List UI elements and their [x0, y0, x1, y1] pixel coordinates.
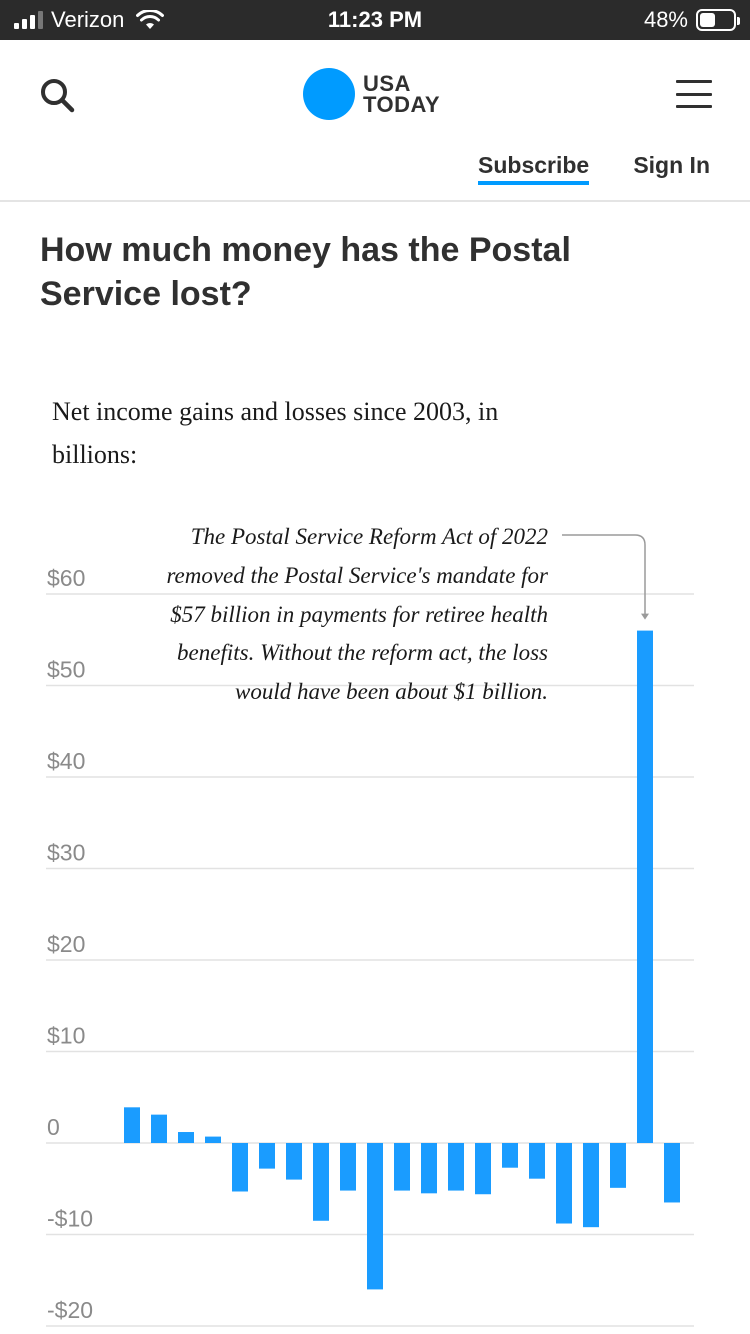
y-tick-label: $50	[47, 656, 86, 683]
hamburger-menu-icon[interactable]	[676, 80, 712, 108]
article-headline: How much money has the Postal Service lost?	[40, 231, 571, 313]
logo-wordmark: USA TODAY	[363, 71, 441, 117]
status-bar	[0, 0, 750, 40]
annotation-leader-line	[562, 535, 645, 615]
subscribe-link[interactable]: Subscribe	[478, 152, 589, 185]
y-tick-label: $10	[47, 1022, 86, 1049]
chart-bar	[583, 1143, 599, 1227]
chart-bar	[232, 1143, 248, 1191]
sign-in-link[interactable]: Sign In	[633, 152, 710, 178]
y-tick-label: -$10	[47, 1205, 94, 1232]
clock: 11:23 PM	[327, 7, 423, 32]
y-tick-label: $40	[47, 748, 86, 774]
chart-bar	[529, 1143, 545, 1179]
chart-bar	[502, 1143, 518, 1168]
site-header	[0, 40, 750, 202]
chart-bar	[178, 1132, 194, 1143]
chart-bar	[151, 1115, 167, 1143]
chart-bar	[610, 1143, 626, 1188]
carrier-name: Verizon	[51, 7, 125, 32]
chart-bar	[124, 1107, 140, 1143]
annotation-arrow-icon	[641, 614, 649, 620]
chart-bar	[259, 1143, 275, 1169]
y-tick-label: -$20	[47, 1297, 94, 1323]
logo-dot-icon	[303, 68, 355, 120]
chart-annotation: The Postal Service Reform Act of 2022 removed the Postal Service's mandate for $57 billion in payments for retiree health benefits. Without the reform act, the loss would have been about $1 billion.	[166, 524, 548, 705]
y-tick-label: $60	[47, 565, 86, 591]
battery-percent: 48%	[643, 7, 688, 32]
usa-today-logo[interactable]	[303, 68, 440, 120]
y-tick-label: $30	[47, 839, 86, 866]
chart-bar	[367, 1143, 383, 1289]
net-income-bar-chart	[0, 500, 750, 1334]
chart-bar	[340, 1143, 356, 1191]
chart-bar	[313, 1143, 329, 1221]
chart-bar	[448, 1143, 464, 1191]
battery-indicator	[644, 7, 736, 33]
chart-bar	[421, 1143, 437, 1193]
chart-bar	[664, 1143, 680, 1202]
chart-bar	[556, 1143, 572, 1224]
battery-fill	[700, 13, 715, 27]
y-tick-label: $20	[47, 931, 86, 957]
battery-icon	[696, 9, 736, 31]
chart-bar	[475, 1143, 491, 1194]
y-tick-label: 0	[47, 1114, 60, 1140]
chart-bar	[637, 631, 653, 1143]
chart-bar	[286, 1143, 302, 1180]
chart-bar	[394, 1143, 410, 1191]
search-icon[interactable]	[38, 76, 78, 116]
chart-bar	[205, 1137, 221, 1143]
chart-intro-text: Net income gains and losses since 2003, in billions:	[52, 397, 499, 469]
